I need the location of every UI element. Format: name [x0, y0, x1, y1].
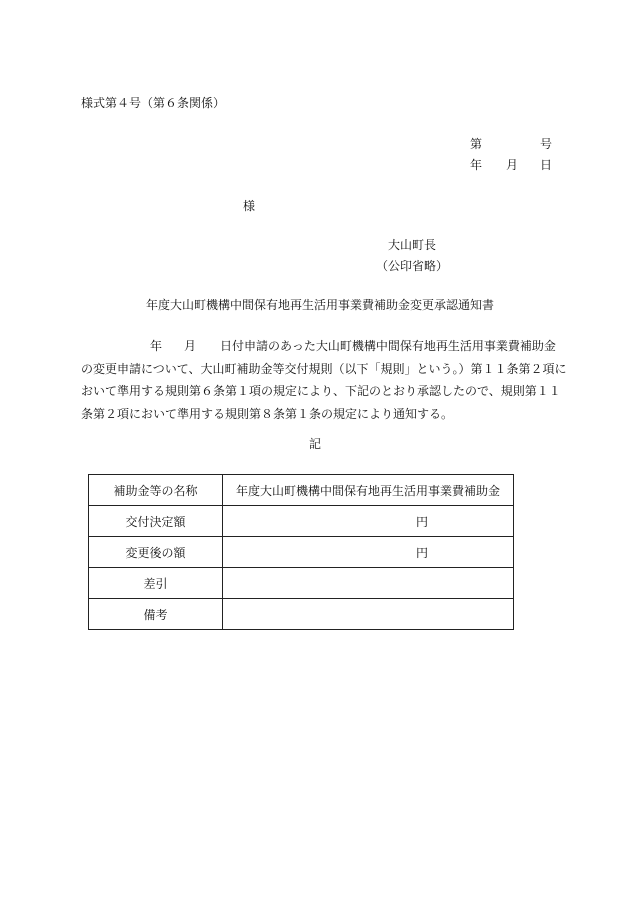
- row-label-amended-amount: 変更後の額: [89, 537, 223, 568]
- form-number: 様式第４号（第６条関係）: [81, 96, 226, 110]
- seal-note: （公印省略）: [376, 259, 449, 273]
- table-row: [89, 537, 514, 568]
- row-label-grant-decision-amount: 交付決定額: [89, 506, 223, 537]
- table-row: [89, 506, 514, 537]
- ki-heading: 記: [309, 437, 322, 451]
- body-paragraph: [81, 335, 567, 425]
- row-label-difference: 差引: [89, 568, 223, 599]
- subsidy-detail-table: [88, 474, 514, 630]
- document-number-prefix: 第: [470, 137, 483, 151]
- issue-date-month: 月: [506, 158, 519, 172]
- issue-date-year: 年: [470, 158, 483, 172]
- sender-name: 大山町長: [388, 238, 437, 252]
- body-line-3: おいて準用する規則第６条第１項の規定により、下記のとおり承認したので、規則第１１: [81, 384, 561, 398]
- document-title: 年度大山町機構中間保有地再生活用事業費補助金変更承認通知書: [146, 298, 495, 312]
- body-line-2: の変更申請について、大山町補助金等交付規則（以下「規則」という。）第１１条第２項に: [81, 361, 567, 376]
- row-value-amended-amount: 円: [223, 537, 514, 568]
- row-label-subsidy-name: 補助金等の名称: [89, 475, 223, 506]
- issue-date-day: 日: [540, 158, 553, 172]
- table-row: [89, 475, 514, 506]
- table-row: [89, 599, 514, 630]
- addressee-honorific: 様: [243, 199, 256, 213]
- document-number-suffix: 号: [540, 137, 553, 151]
- table-row: [89, 568, 514, 599]
- body-date-year: 年: [150, 339, 163, 353]
- row-value-remarks: [223, 599, 514, 630]
- body-line-1-text: 日付申請のあった大山町機構中間保有地再生活用事業費補助金: [220, 339, 556, 353]
- body-line-1: [81, 335, 556, 358]
- row-value-grant-decision-amount: 円: [223, 506, 514, 537]
- row-value-subsidy-name: 年度大山町機構中間保有地再生活用事業費補助金: [223, 475, 514, 506]
- body-date-month: 月: [184, 339, 197, 353]
- body-line-4: 条第２項において準用する規則第８条第１条の規定により通知する。: [81, 406, 454, 421]
- row-value-difference: [223, 568, 514, 599]
- row-label-remarks: 備考: [89, 599, 223, 630]
